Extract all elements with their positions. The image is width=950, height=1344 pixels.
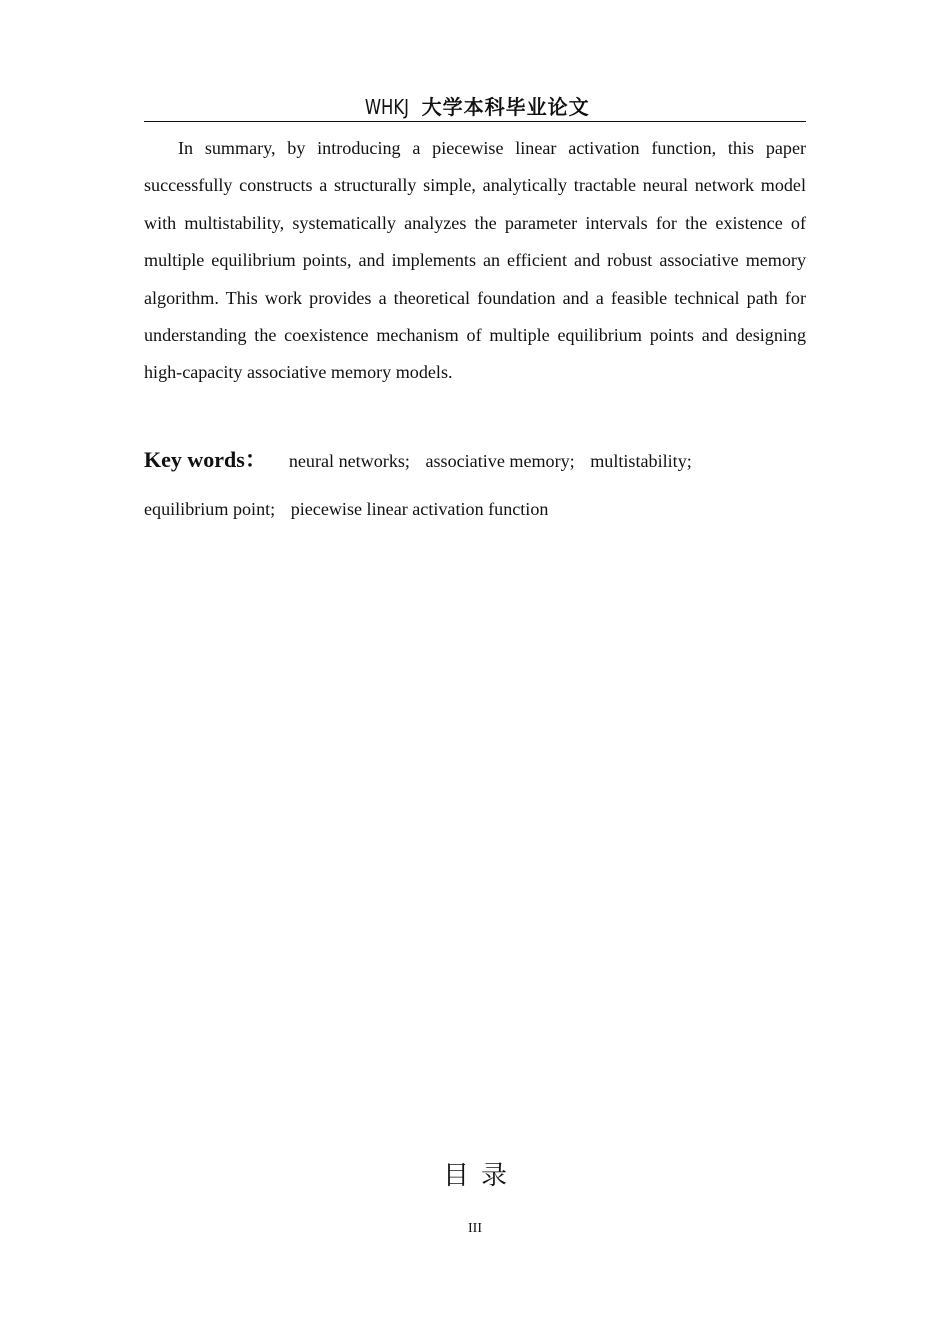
page-number: III [468, 1221, 482, 1236]
abstract-paragraph: In summary, by introducing a piecewise linear activation function, this paper successfully constructs a structurally simple, analytically tractable neural network model with multistability, systematically analyzes the parameter intervals for the existence of multiple equilibrium points, and implements an efficient and robust associative memory algorithm. This work provides a theoretical foundation and a feasible technical path for understanding the coexistence mechanism of multiple equilibrium points and designing high-capacity associative memory models. [144, 138, 806, 383]
running-header [144, 92, 806, 122]
keyword-item: associative memory; [425, 451, 575, 471]
header-rule [144, 121, 806, 122]
keyword-item: neural networks; [288, 451, 410, 471]
header-thesis-label: 大学本科毕业论文 [421, 95, 590, 119]
toc-title: 目录 [442, 1161, 519, 1191]
keyword-item: equilibrium point; [144, 499, 276, 519]
header-school-code: WHKJ [365, 95, 410, 119]
keyword-item: piecewise linear activation function [290, 499, 549, 519]
keyword-item: multistability; [590, 451, 692, 471]
keywords-section [144, 436, 806, 533]
keywords-label: Key words： [144, 447, 267, 472]
